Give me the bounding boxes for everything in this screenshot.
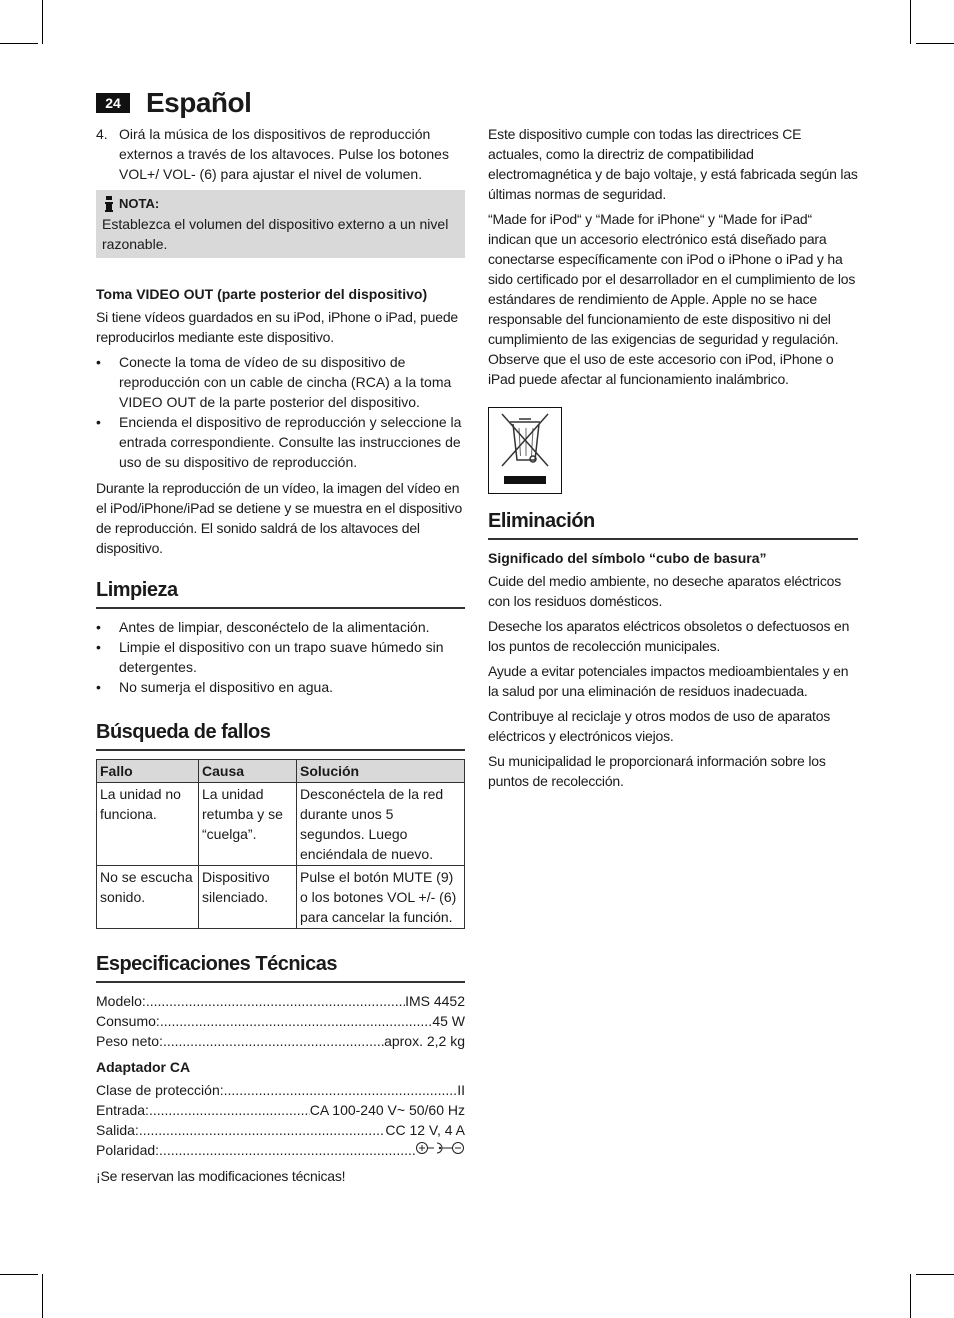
spec-value: CC 12 V, 4 A: [385, 1122, 465, 1138]
column-header: Causa: [199, 760, 297, 783]
section-title-disposal: Eliminación: [488, 508, 858, 540]
right-column: [488, 124, 858, 796]
step-4: [96, 124, 465, 184]
spec-value: II: [457, 1082, 465, 1098]
list-item: • Antes de limpiar, desconéctelo de la alimentación.: [96, 617, 465, 637]
table-row: [97, 783, 465, 866]
spec-label: Consumo:: [96, 1013, 160, 1029]
page-title: Español: [146, 87, 252, 118]
page-number: 24: [96, 93, 130, 113]
disposal-paragraph: Contribuye al reciclaje y otros modos de uso de aparatos eléctricos y electrónicos viejos.: [488, 708, 831, 744]
disposal-paragraph: Cuide del medio ambiente, no deseche aparatos eléctricos con los residuos domésticos.: [488, 573, 842, 609]
spec-value: 45 W: [432, 1013, 465, 1029]
spec-row: [96, 991, 465, 1011]
weee-symbol: [488, 407, 562, 494]
spec-label: Entrada:: [96, 1102, 149, 1118]
apple-paragraph: “Made for iPod“ y “Made for iPhone“ y “Made for iPad“ indican que un accesorio electrónico está diseñado para conectarse específicamente con iPod o iPhone o iPad y ha sido certificado por el desarrollador en el cumplimiento de los estándares de rendimiento de Apple. Apple no se hace responsable del funcionamiento de este dispositivo ni del cumplimiento de las exigencias de seguridad y regulación. Observe que el uso de este accesorio con iPod, iPhone o iPad puede afectar al funcionamiento inalámbrico.: [488, 211, 856, 387]
disposal-paragraph: Su municipalidad le proporcionará información sobre los puntos de recolección.: [488, 753, 826, 789]
spec-value: CA 100-240 V~ 50/60 Hz: [309, 1102, 465, 1118]
disposal-paragraph: Deseche los aparatos eléctricos obsoletos o defectuosos en los puntos de recolección municipales.: [488, 618, 850, 654]
list-item: • Limpie el dispositivo con un trapo suave húmedo sin detergentes.: [96, 637, 465, 677]
list-item: • Conecte la toma de vídeo de su dispositivo de reproducción con un cable de cincha (RCA) a la toma VIDEO OUT de la parte posterior del dispositivo.: [96, 352, 465, 412]
spec-row: [96, 1031, 465, 1051]
ce-paragraph: Este dispositivo cumple con todas las directrices CE actuales, como la directriz de compatibilidad electromagnética y de bajo voltaje, y está fabricada según las últimas normas de seguridad.: [488, 126, 858, 202]
specs-footnote: ¡Se reservan las modificaciones técnicas!: [96, 1168, 346, 1184]
section-title-troubleshooting: Búsqueda de fallos: [96, 719, 465, 751]
spec-value: aprox. 2,2 kg: [384, 1033, 465, 1049]
table-cell: La unidad no funciona.: [97, 783, 199, 866]
table-cell: No se escucha sonido.: [97, 866, 199, 929]
section-title-cleaning: Limpieza: [96, 577, 465, 609]
table-cell: Desconéctela de la red durante unos 5 segundos. Luego enciéndala de nuevo.: [297, 783, 465, 866]
info-icon: [102, 196, 116, 212]
video-out-bullets: [96, 352, 465, 472]
column-header: Fallo: [97, 760, 199, 783]
table-cell: La unidad retumba y se “cuelga”.: [199, 783, 297, 866]
section-title-specs: Especificaciones Técnicas: [96, 951, 465, 983]
crop-mark: [910, 1274, 911, 1318]
adapter-spec-list: [96, 1080, 465, 1160]
crop-mark: [916, 43, 954, 44]
disposal-paragraph: Ayude a evitar potenciales impactos medioambientales y en la salud por una eliminación de residuos inadecuada.: [488, 663, 849, 699]
note-header: [102, 194, 459, 214]
table-row: [97, 866, 465, 929]
step-number: 4.: [96, 126, 108, 142]
spec-row: [96, 1120, 465, 1140]
list-item: • Encienda el dispositivo de reproducción y seleccione la entrada correspondiente. Consulte las instrucciones de uso de su dispositivo de reproducción.: [96, 412, 465, 472]
video-out-intro: Si tiene vídeos guardados en su iPod, iPhone o iPad, puede reproducirlos mediante este dispositivo.: [96, 309, 459, 345]
spec-label: Peso neto:: [96, 1033, 163, 1049]
crop-mark: [916, 1274, 954, 1275]
list-item: • No sumerja el dispositivo en agua.: [96, 677, 465, 697]
spec-label: Modelo:: [96, 993, 146, 1009]
cleaning-bullets: [96, 617, 465, 697]
troubleshooting-table: [96, 759, 465, 929]
spec-label: Salida:: [96, 1122, 139, 1138]
step-text: Oirá la música de los dispositivos de reproducción externos a través de los altavoces. Pulse los botones VOL+/ VOL- (6) para ajustar el nivel de volumen.: [119, 126, 449, 182]
disposal-heading: Significado del símbolo “cubo de basura”: [488, 550, 767, 566]
polarity-symbol-icon: [415, 1141, 465, 1155]
note-box: [96, 190, 465, 258]
crop-mark: [0, 1274, 38, 1275]
table-header-row: [97, 760, 465, 783]
left-column: [96, 124, 465, 1191]
crop-mark: [910, 0, 911, 44]
video-out-heading: Toma VIDEO OUT (parte posterior del dispositivo): [96, 286, 428, 302]
crossed-out-wheelie-bin-icon: [489, 408, 561, 493]
table-cell: Pulse el botón MUTE (9) o los botones VOL +/- (6) para cancelar la función.: [297, 866, 465, 929]
note-label: NOTA:: [119, 196, 160, 211]
note-text: Establezca el volumen del dispositivo externo a un nivel razonable.: [102, 216, 449, 252]
table-cell: Dispositivo silenciado.: [199, 866, 297, 929]
spec-value: IMS 4452: [405, 993, 465, 1009]
spec-list: [96, 991, 465, 1051]
page-header: [96, 86, 251, 120]
crop-mark: [42, 0, 43, 44]
spec-row: [96, 1140, 465, 1160]
crop-mark: [0, 43, 38, 44]
spec-row: [96, 1080, 465, 1100]
spec-row: [96, 1011, 465, 1031]
video-out-outro: Durante la reproducción de un vídeo, la imagen del vídeo en el iPod/iPhone/iPad se detiene y se muestra en el dispositivo de reproducción. El sonido saldrá de los altavoces del dispositivo.: [96, 480, 463, 556]
column-header: Solución: [297, 760, 465, 783]
spec-label: Polaridad:: [96, 1142, 160, 1158]
crop-mark: [42, 1274, 43, 1318]
spec-label: Clase de protección:: [96, 1082, 224, 1098]
spec-row: [96, 1100, 465, 1120]
adapter-heading: Adaptador CA: [96, 1059, 191, 1075]
